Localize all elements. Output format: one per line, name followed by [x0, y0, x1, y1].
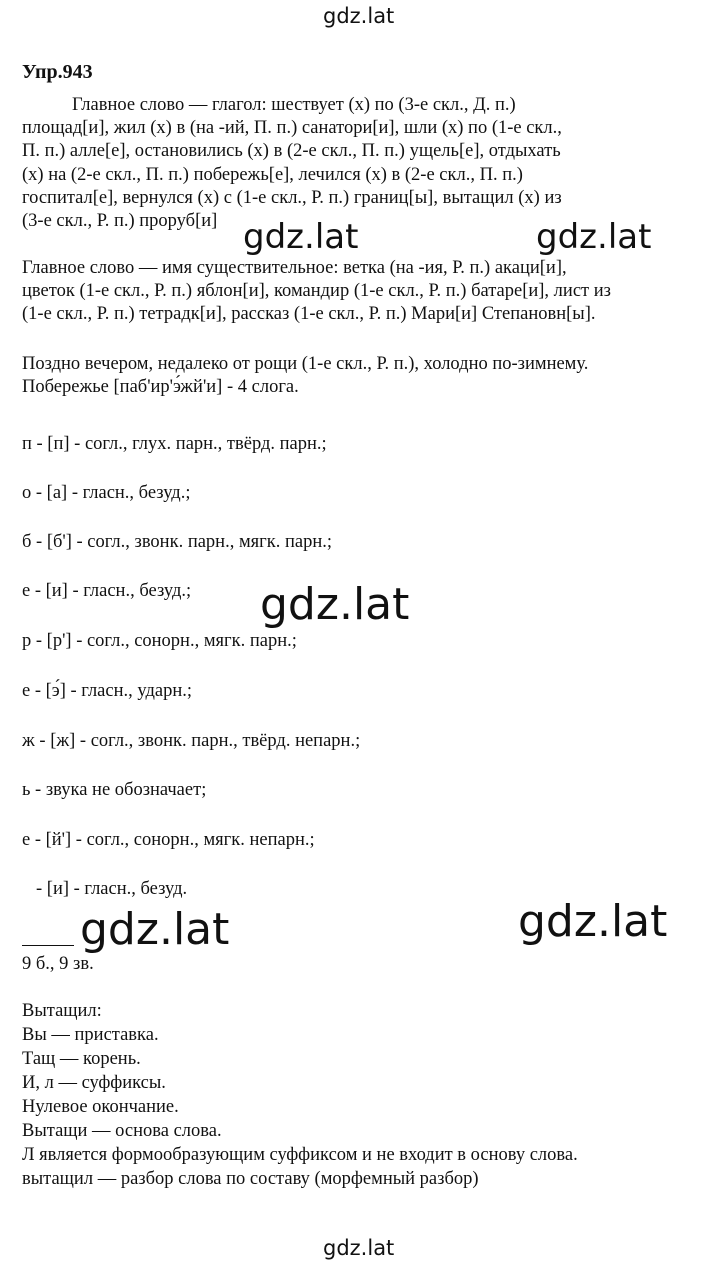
morpheme-line: Нулевое окончание. [22, 1097, 179, 1117]
watermark-low-left: gdz.lat [80, 904, 230, 955]
phonetic-row: е - [й'] - согл., сонорн., мягк. непарн.; [22, 830, 315, 850]
morpheme-line: Вытащил: [22, 1001, 102, 1021]
phonetic-row: ж - [ж] - согл., звонк. парн., твёрд. непарн.; [22, 731, 361, 751]
morpheme-line: вытащил — разбор слова по составу (морфемный разбор) [22, 1169, 479, 1189]
phonetic-row: е - [и] - гласн., безуд.; [22, 581, 192, 601]
watermark-mid-left: gdz.lat [243, 217, 359, 257]
watermark-center: gdz.lat [260, 579, 410, 630]
count-summary: 9 б., 9 зв. [22, 954, 94, 974]
sentence-line: Поздно вечером, недалеко от рощи (1-е скл., Р. п.), холодно по-зимнему. [22, 354, 589, 374]
phonetic-row: о - [а] - гласн., безуд.; [22, 483, 191, 503]
text-line: (3-е скл., Р. п.) проруб[и] [22, 211, 218, 232]
paragraph-noun [22, 257, 682, 327]
morpheme-line: Вытащи — основа слова. [22, 1121, 222, 1141]
phonetic-word-line: Побережье [паб'ир'э́жй'и] - 4 слога. [22, 377, 299, 397]
watermark-top: gdz.lat [323, 4, 395, 28]
phonetic-row: ь - звука не обозначает; [22, 780, 207, 800]
text-line: Главное слово — имя существительное: ветка (на -ия, Р. п.) акаци[и], [22, 258, 567, 278]
phonetic-row: р - [р'] - согл., сонорн., мягк. парн.; [22, 631, 297, 651]
exercise-title: Упр.943 [22, 61, 93, 83]
text-line: (х) на (2-е скл., П. п.) побережь[е], лечился (х) в (2-е скл., П. п.) [22, 164, 523, 185]
phonetic-row: п - [п] - согл., глух. парн., твёрд. парн.; [22, 434, 327, 454]
watermark-mid-right: gdz.lat [536, 217, 652, 257]
summary-rule [22, 945, 74, 946]
morpheme-line: Л является формообразующим суффиксом и не входит в основу слова. [22, 1145, 578, 1165]
text-line: П. п.) алле[е], остановились (х) в (2-е скл., П. п.) ущель[е], отдыхать [22, 141, 561, 162]
text-line: госпитал[е], вернулся (х) с (1-е скл., Р. п.) границ[ы], вытащил (х) из [22, 187, 562, 208]
morpheme-line: И, л — суффиксы. [22, 1073, 166, 1093]
watermark-bottom: gdz.lat [323, 1236, 395, 1260]
morpheme-line: Вы — приставка. [22, 1025, 159, 1045]
text-line: цветок (1-е скл., Р. п.) яблон[и], командир (1-е скл., Р. п.) батаре[и], лист из [22, 281, 611, 302]
morpheme-line: Тащ — корень. [22, 1049, 141, 1069]
paragraph-verb [22, 94, 662, 233]
phonetic-row: б - [б'] - согл., звонк. парн., мягк. парн.; [22, 532, 333, 552]
watermark-low-right: gdz.lat [518, 896, 668, 947]
phonetic-row: - [и] - гласн., безуд. [36, 879, 188, 899]
text-line: площад[и], жил (х) в (на -ий, П. п.) санатори[и], шли (х) по (1-е скл., [22, 118, 562, 139]
text-line: (1-е скл., Р. п.) тетрадк[и], рассказ (1-е скл., Р. п.) Мари[и] Степановн[ы]. [22, 304, 596, 325]
text-line: Главное слово — глагол: шествует (х) по (3-е скл., Д. п.) [72, 95, 516, 115]
phonetic-row: е - [э́] - гласн., ударн.; [22, 681, 192, 701]
